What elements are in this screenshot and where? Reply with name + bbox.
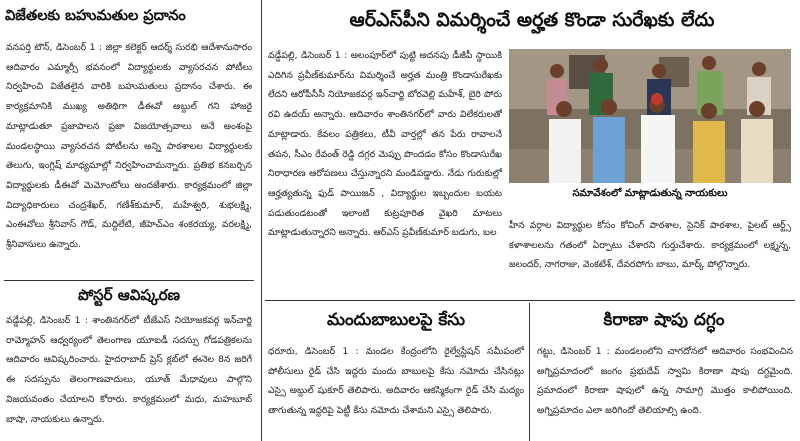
article-headline-drunk-case: మందుబాబులపై కేసు <box>326 310 466 330</box>
column-divider <box>529 303 530 441</box>
article-body-shop-fire: గట్టు, డిసెంబర్ 1 : మండలంలోని చాగదోనలో ఆదివారం సంభవించిన అగ్నిప్రమాదంలో జంగం ప్రభుదేవ్ స్వామి కిరాణా షాపు దగ్ధమైంది. ప్రమాదంలో కిరాణా షాపులో ఉన్న సామాగ్రి మొత్తం కాలిపోయింది. అగ్నిప్రమాదం ఎలా జరిగిందో తెలియాల్సి ఉంది. <box>537 346 793 417</box>
leaders-photo-image <box>509 49 791 183</box>
article-body-drunk-case: ధరూరు, డిసెంబర్ 1 : మండల కేంద్రంలోని రైల్వేస్టేషన్ సమీపంలో పోలీసులు రైడ్ చేసి ఇద్దరు మందు బాబులపై కేసు నమోదు చేసినట్లు ఎస్సై అబ్దుల్ షుకూర్ తెలిపారు. అదివారం ఆకస్మికంగా రైడ్ చేసి మద్యం తాగుతున్న ఇద్దరిపై పెట్టీ కేసు నమోదు చేశామని ఎస్సై తెలిపారు. <box>268 346 524 417</box>
divider <box>4 280 254 281</box>
article-body-prizes: వనపర్తి టౌన్, డిసెంబర్ 1 : జిల్లా కలెక్టర్ ఆదర్శ్ సురభి ఆదేశానుసారం ఆదివారం ఎమ్మార్సీ భవనంలో విద్యార్థులకు వ్యాసరచన పోటీలు నిర్వహించి విజేతలైన వారికి బహుమతులు ప్రదానం చేశారు. ఈ కార్యక్రమానికి ముఖ్య అతిథిగా డీఈవో అబ్దుల్ గని హాజరై మాట్లాడుతూ ప్రజాపాలన ప్రజా విజయోత్సవాలు అనే అంశంపై మండలస్థాయి వ్యాసరచన పోటీలను అన్ని పాఠశాలల విద్యార్థులకు తెలుగు, ఇంగ్లిష్ మాధ్యమాల్లో నిర్వహించామన్నారు. ప్రతిభ కనబర్చిన విద్యార్థులకు డీఈవో మెమోంటోలు అందజేశారు. కార్యక్రమంలో జిల్లా విద్యాధికారులు చంద్రశేఖర్, గణేశ్‌కుమార్, మహేశ్వరి, శుభలక్ష్మి, ఎంఈవోలు శ్రీనివాస్ గౌడ్, మద్దిలేటి, జీహెచ్ఎం శంకరయ్య, వరలక్ష్మి, శ్రీనివాసులు ఉన్నారు. <box>6 42 252 251</box>
divider <box>265 300 795 301</box>
article-body-rsp: వడ్డేపల్లి, డిసెంబర్ 1 : అలంపూర్‌లో పుట్టి అదనపు డీజీపీ స్థాయికి ఎదిగిన ప్రవీణ్‌కుమార్‌ను విమర్శించే అర్హత మంత్రి కొండాసురేఖకు లేదని ఆరోపీసీసీ నియోజకవర్గ ఇన్‌చార్జి బోరవెల్లి మహేశ్, బైరి పోరు రవి ఉదయ్ అన్నారు. ఆదివారం శాంతినగర్‌లో వారు విలేకరులతో మాట్లాడారు. కేవలం పత్రికలు, టీవీ వార్తల్లో తన పేరు రావాలనే తపన, సీఎం రేవంత్ రెడ్డి దగ్గర మెప్పు పొందడం కోసం కొండాసురేఖ నిరాధారణ ఆరోపణలు చేస్తున్నారని మండిపడ్డారు. నేడు గురుకుల్లో ఆర్హత్యతున్న ఫుడ్ పాయిజన్ , విద్యార్థుల ఇబ్బందుల బయట పడుతుండటంతో ఇలాంటి కుట్రపూరిత వైఖరి మాటలు మాట్లాడుతున్నారని అన్నారు. ఆర్ఎస్ ప్రవీణ్‌కుమార్ బడుగు, బల <box>268 50 502 239</box>
article-body-rsp-continued: హీన వర్గాల విద్యార్థుల కోసం కోచింగ్ పాఠశాల, సైనిక్ పాఠశాల, పైలట్ ఆర్ట్స్ కళాశాలలను గతంలో ఏర్పాటు చేశారని గుర్తుచేశారు. కార్యక్రమంలో లక్ష్మన్న, జలందర్, నాగరాజు, వెంకటేశ్, దేవరపోగు బాబు, మార్క్ పోల్గొన్నారు. <box>509 220 791 271</box>
article-headline-prizes: విజేతలకు బహుమతుల ప్రదానం <box>5 8 186 24</box>
photo-caption: సమావేశంలో మాట్లాడుతున్న నాయకులు <box>572 188 728 199</box>
article-headline-poster: పోస్టర్ ఆవిష్కరణ <box>77 286 180 304</box>
column-divider <box>261 0 262 441</box>
left-column <box>0 0 258 441</box>
article-headline-rsp: ఆర్ఎస్‌పీని విమర్శించే అర్హత కొండా సురేఖకు లేదు <box>349 9 715 31</box>
article-headline-shop-fire: కిరాణా షాపు దగ్ధం <box>603 310 725 330</box>
leaders-photo <box>509 49 791 183</box>
article-body-poster: వడ్డేపల్లి, డిసెంబర్ 1 : శాంతినగర్‌లో టీజేఎస్ నియోజకవర్గ ఇన్‌చార్జి రామ్మోహన్ ఆధ్వర్యంలో తెలంగాణ యూఐడీ సదస్సు గోడపత్రికలను ఆదివారం ఆవిష్కరించారు. హైదరాబాద్ ప్రెస్ క్లబ్‌లో ఈనెల 8న జరిగే ఈ సదస్సును తెలంగాణవాదులు, యూత్ మేధావులు పాల్గొని విజయవంతం చేయాలని కోరారు. కార్యక్రమంలో మధు, మహబూబ్ బాషా, నాయకులు ఉన్నారు. <box>6 315 252 425</box>
